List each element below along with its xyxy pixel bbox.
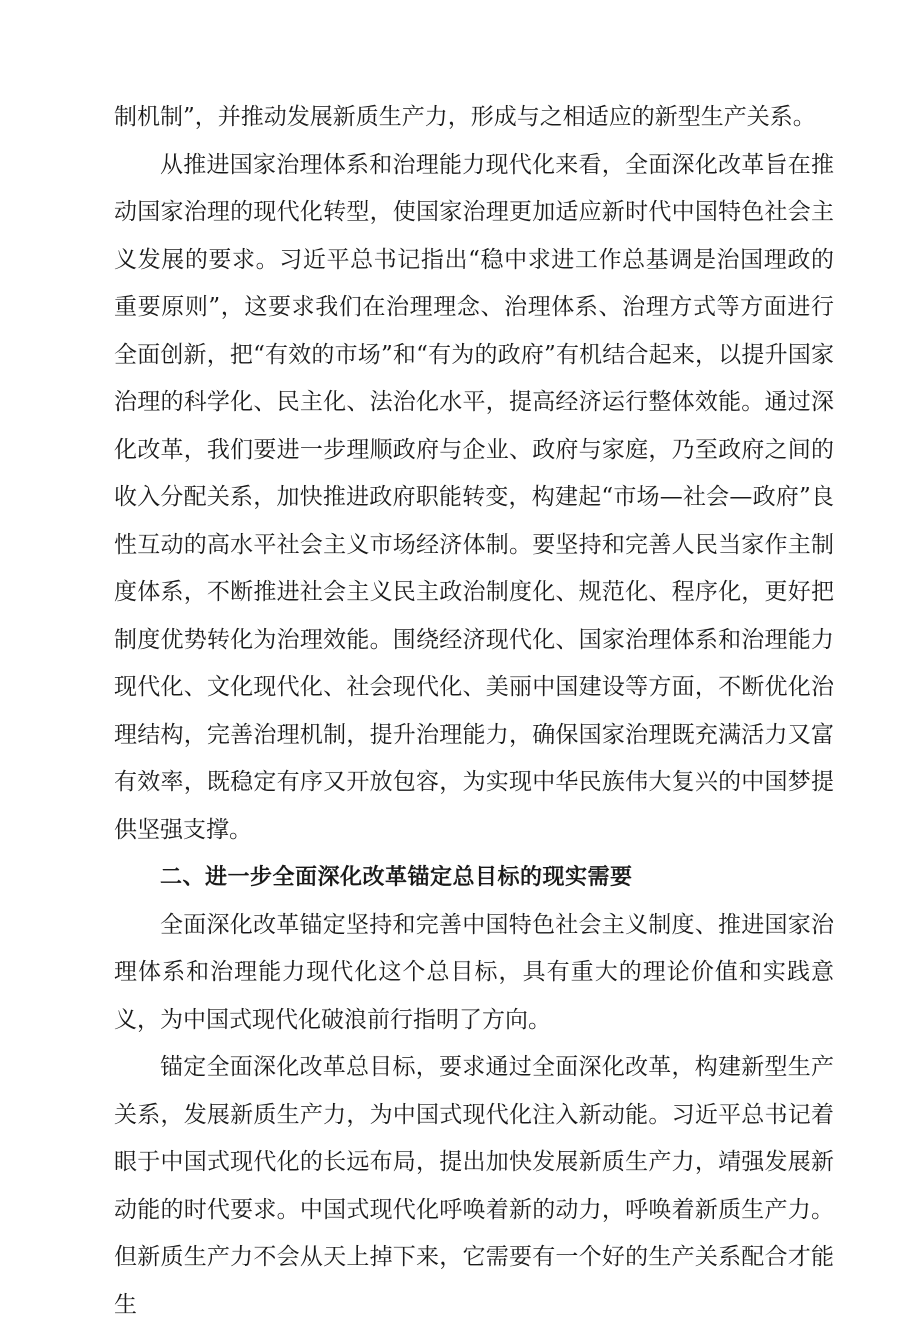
document-page [114, 94, 834, 1329]
paragraph-governance-modernization: 从推进国家治理体系和治理能力现代化来看，全面深化改革旨在推动国家治理的现代化转型，使国家治理更加适应新时代中国特色社会主义发展的要求。习近平总书记指出“稳中求进工作总基调是治国理政的重要原则”，这要求我们在治理理念、治理体系、治理方式等方面进行全面创新，把“有效的市场”和“有为的政府”有机结合起来，以提升国家治理的科学化、民主化、法治化水平，提高经济运行整体效能。通过深化改革，我们要进一步理顺政府与企业、政府与家庭，乃至政府之间的收入分配关系，加快推进政府职能转变，构建起“市场—社会—政府”良性互动的高水平社会主义市场经济体制。要坚持和完善人民当家作主制度体系，不断推进社会主义民主政治制度化、规范化、程序化，更好把制度优势转化为治理效能。围绕经济现代化、国家治理体系和治理能力现代化、文化现代化、社会现代化、美丽中国建设等方面，不断优化治理结构，完善治理机制，提升治理能力，确保国家治理既充满活力又富有效率，既稳定有序又开放包容，为实现中华民族伟大复兴的中国梦提供坚强支撑。 [114, 151, 834, 843]
paragraph-overall-goal: 全面深化改革锚定坚持和完善中国特色社会主义制度、推进国家治理体系和治理能力现代化这个总目标，具有重大的理论价值和实践意义，为中国式现代化破浪前行指明了方向。 [114, 911, 834, 1033]
section-heading-two: 二、进一步全面深化改革锚定总目标的现实需要 [160, 865, 633, 890]
paragraph-continuation: 制机制”，并推动发展新质生产力，形成与之相适应的新型生产关系。 [114, 104, 816, 130]
paragraph-new-productive-forces: 锚定全面深化改革总目标，要求通过全面深化改革，构建新型生产关系，发展新质生产力，为中国式现代化注入新动能。习近平总书记着眼于中国式现代化的长远布局，提出加快发展新质生产力，靖强发展新动能的时代要求。中国式现代化呼唤着新的动力，呼唤着新质生产力。但新质生产力不会从天上掉下来，它需要有一个好的生产关系配合才能生 [114, 1054, 834, 1318]
